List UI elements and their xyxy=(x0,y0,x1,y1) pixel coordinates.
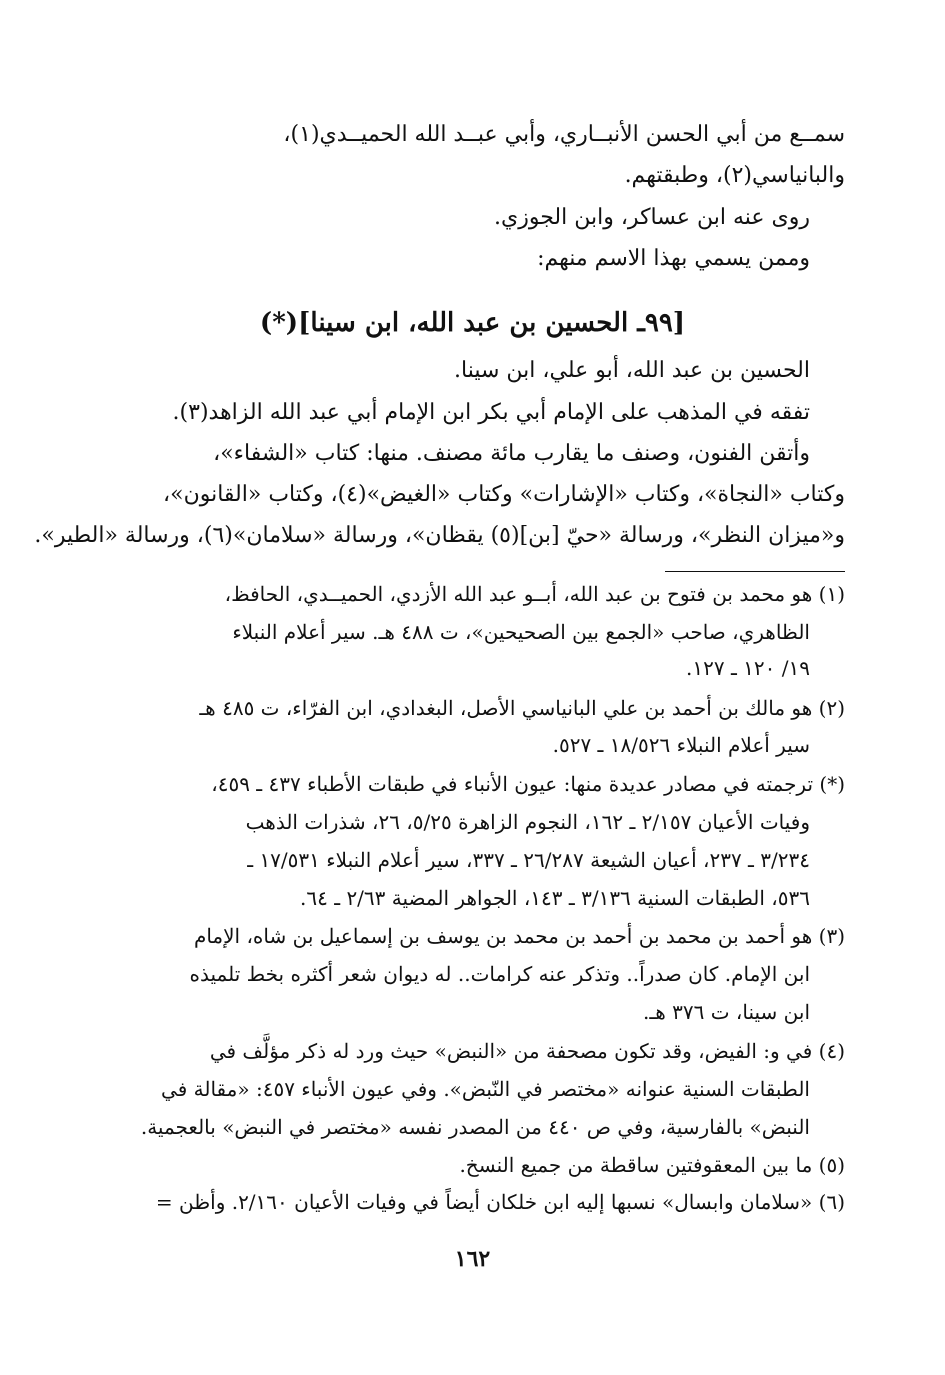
body-line: سمــع من أبي الحسن الأنبــاري، وأبي عبــد الله الحميــدي(١)، xyxy=(283,122,845,147)
footnote-line: وفيات الأعيان ٢/١٥٧ ـ ١٦٢، النجوم الزاهرة ٥/٢٥، ٢٦، شذرات الذهب xyxy=(245,810,810,834)
body-line: والبانياسي(٢)، وطبقتهم. xyxy=(624,163,845,188)
footnote-line: (٤) في و: الفيض، وقد تكون مصحفة من «النبض» حيث ورد له ذكر مؤلَّف في xyxy=(209,1039,845,1063)
footnote-line: الظاهري، صاحب «الجمع بين الصحيحين»، ت ٤٨٨ هـ. سير أعلام النبلاء xyxy=(232,620,810,644)
footnote-separator xyxy=(665,571,845,572)
footnote-line: (٥) ما بين المعقوفتين ساقطة من جميع النسخ. xyxy=(459,1153,845,1177)
footnote-line: (٣) هو أحمد بن محمد بن أحمد بن محمد بن يوسف بن إسماعيل بن شاه، الإمام xyxy=(193,924,845,948)
footnote-line: ٣/٢٣٤ ـ ٢٣٧، أعيان الشيعة ٢٦/٢٨٧ ـ ٣٣٧، سير أعلام النبلاء ١٧/٥٣١ ـ xyxy=(247,848,810,872)
footnote-line: (٦) «سلامان وابسال» نسبها إليه ابن خلكان أيضاً في وفيات الأعيان ٢/١٦٠. وأظن = xyxy=(155,1190,845,1214)
entry-line: وكتاب «النجاة»، وكتاب «الإشارات» وكتاب «الغيض»(٤)، وكتاب «القانون»، xyxy=(163,482,845,507)
footnote-line: ١٩/ ١٢٠ ـ ١٢٧. xyxy=(686,656,810,680)
footnote-line: الطبقات السنية عنوانه «مختصر في النّبض». وفي عيون الأنباء ٤٥٧: «مقالة في xyxy=(161,1077,810,1101)
entry-heading: [٩٩ـ الحسين بن عبد الله، ابن سينا](*) xyxy=(259,308,686,338)
footnote-line: ابن الإمام. كان صدراً.. وتذكر عنه كرامات.. له ديوان شعر أكثره بخط تلميذه xyxy=(189,962,810,986)
footnote-line: النبض» بالفارسية، وفي ص ٤٤٠ من المصدر نفسه «مختصر في النبض» بالعجمية. xyxy=(140,1115,810,1139)
entry-line: تفقه في المذهب على الإمام أبي بكر ابن الإمام أبي عبد الله الزاهد(٣). xyxy=(172,400,810,425)
footnote-line: (٢) هو مالك بن أحمد بن علي البانياسي الأصل، البغدادي، ابن الفرّاء، ت ٤٨٥ هـ xyxy=(199,696,845,720)
footnote-line: (١) هو محمد بن فتوح بن عبد الله، أبــو عبد الله الأزدي، الحميــدي، الحافظ، xyxy=(224,582,845,606)
entry-line: و«ميزان النظر»، ورسالة «حيّ [بن](٥) يقظان»، ورسالة «سلامان»(٦)، ورسالة «الطير». xyxy=(34,523,845,548)
page-number: ١٦٢ xyxy=(454,1246,491,1272)
body-line: روى عنه ابن عساكر، وابن الجوزي. xyxy=(494,205,810,230)
entry-line: الحسين بن عبد الله، أبو علي، ابن سينا. xyxy=(454,358,810,383)
footnote-line: (*) ترجمته في مصادر عديدة منها: عيون الأنباء في طبقات الأطباء ٤٣٧ ـ ٤٥٩، xyxy=(211,772,845,796)
body-line: وممن يسمي بهذا الاسم منهم: xyxy=(537,246,810,271)
footnote-line: سير أعلام النبلاء ١٨/٥٢٦ ـ ٥٢٧. xyxy=(552,733,810,757)
entry-line: وأتقن الفنون، وصنف ما يقارب مائة مصنف. منها: كتاب «الشفاء»، xyxy=(213,441,810,466)
footnote-line: ابن سينا، ت ٣٧٦ هـ. xyxy=(643,1000,810,1024)
footnote-line: ٥٣٦، الطبقات السنية ٣/١٣٦ ـ ١٤٣، الجواهر المضية ٢/٦٣ ـ ٦٤. xyxy=(300,886,810,910)
